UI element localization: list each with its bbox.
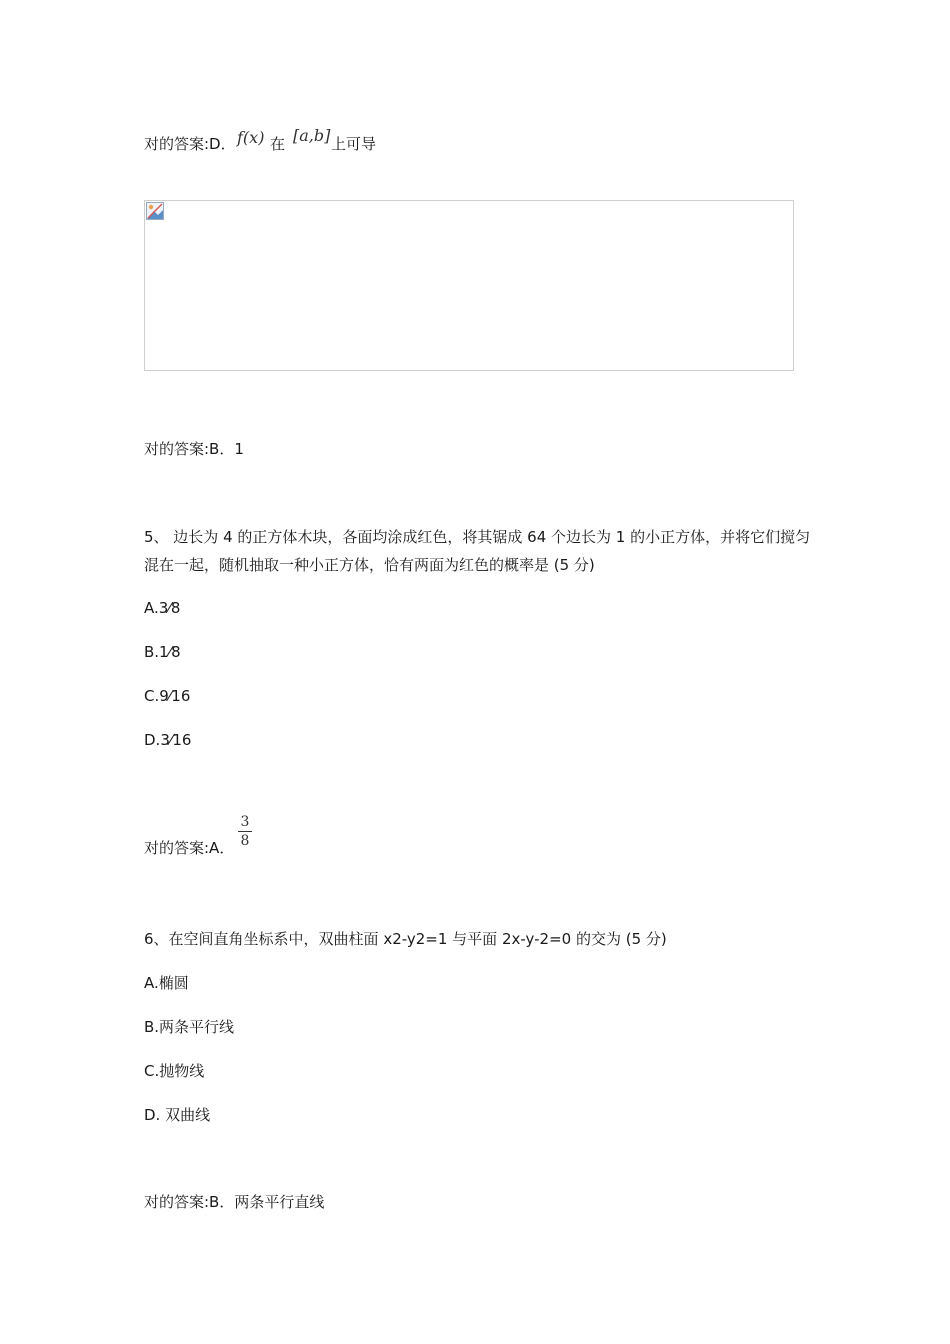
question-5-option-b: B.1⁄8: [144, 643, 181, 661]
question-5-option-d: D.3⁄16: [144, 731, 192, 749]
answer-label: 对的答案:D．: [144, 135, 236, 153]
question-6-option-c: C.抛物线: [144, 1062, 205, 1080]
fraction-three-eighths: [238, 814, 252, 849]
question-5-option-a: A.3⁄8: [144, 599, 181, 617]
broken-image-placeholder: [144, 200, 794, 371]
question-6-option-b: B.两条平行线: [144, 1018, 235, 1036]
answer-text-zai: 在: [270, 135, 286, 153]
question-6-option-d: D. 双曲线: [144, 1106, 211, 1124]
answer-line-2: 对的答案:B．1: [144, 440, 244, 458]
answer-text-differentiable: 上可导: [331, 135, 377, 153]
fraction-numerator: 3: [240, 814, 250, 830]
question-5-line-1: 5、 边长为 4 的正方体木块，各面均涂成红色，将其锯成 64 个边长为 1 的小正方体，并将它们搅匀: [144, 528, 811, 546]
question-5-line-2: 混在一起，随机抽取一种小正方体，恰有两面为红色的概率是 (5 分): [144, 556, 595, 574]
fraction-bar: [238, 831, 252, 832]
formula-interval: [a,b]: [293, 126, 331, 145]
question-6-line: 6、在空间直角坐标系中，双曲柱面 x2-y2=1 与平面 2x-y-2=0 的交为 (5 分): [144, 930, 667, 948]
answer-line-4: 对的答案:B．两条平行直线: [144, 1193, 325, 1211]
formula-f-of-x: f(x): [237, 128, 265, 147]
question-5-option-c: C.9⁄16: [144, 687, 191, 705]
answer-line-3: 对的答案:A．: [144, 839, 235, 857]
answer-line-1: [144, 134, 236, 154]
fraction-denominator: 8: [240, 833, 250, 849]
broken-image-icon: [146, 202, 164, 220]
question-6-option-a: A.椭圆: [144, 974, 189, 992]
